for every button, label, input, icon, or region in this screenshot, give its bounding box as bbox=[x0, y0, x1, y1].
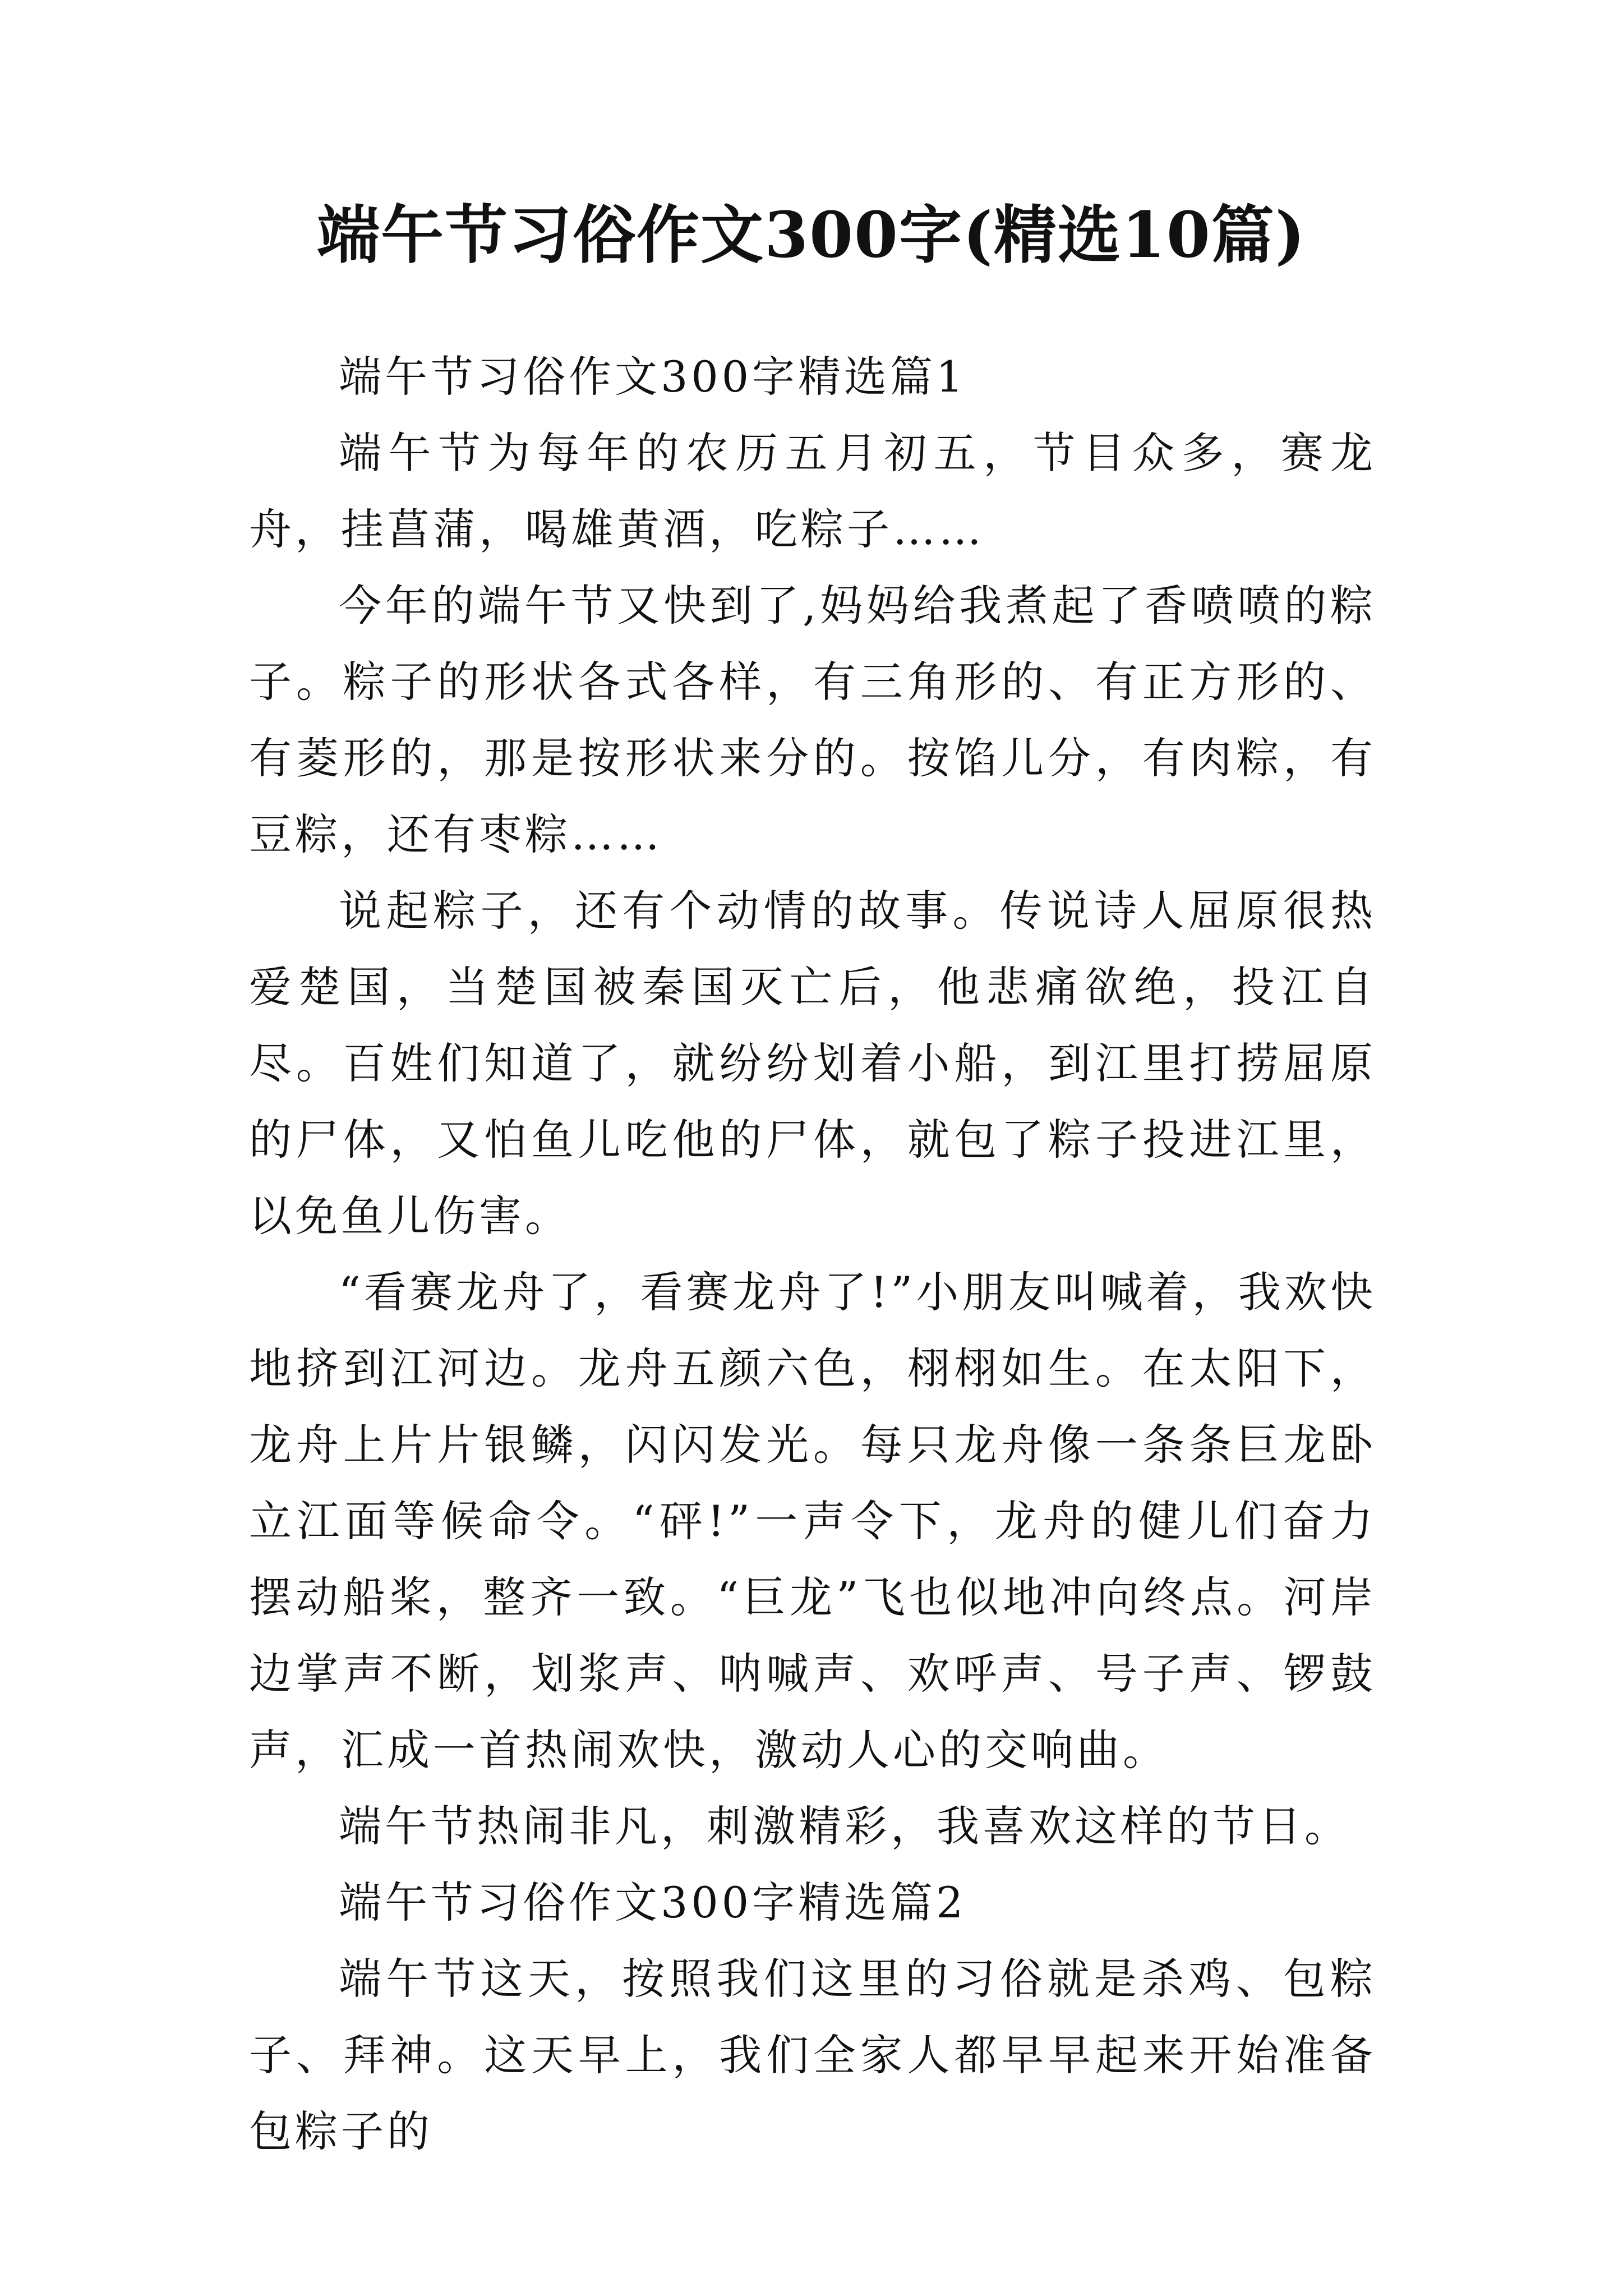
body-paragraph: 端午节热闹非凡，刺激精彩，我喜欢这样的节日。 bbox=[339, 1801, 1350, 1851]
section-heading-1: 端午节习俗作文300字精选篇1 bbox=[339, 352, 967, 402]
body-paragraph: 今年的端午节又快到了,妈妈给我煮起了香喷喷的粽子。粽子的形状各式各样，有三角形的、有正方形的、有菱形的，那是按形状来分的。按馅儿分，有肉粽，有豆粽，还有枣粽…… bbox=[249, 581, 1376, 859]
body-paragraph: “看赛龙舟了，看赛龙舟了!”小朋友叫喊着，我欢快地挤到江河边。龙舟五颜六色，栩栩如生。在太阳下，龙舟上片片银鳞，闪闪发光。每只龙舟像一条条巨龙卧立江面等候命令。“砰!”一声令下，龙舟的健儿们奋力摆动船桨，整齐一致。“巨龙”飞也似地冲向终点。河岸边掌声不断，划浆声、呐喊声、欢呼声、号子声、锣鼓声，汇成一首热闹欢快，激动人心的交响曲。 bbox=[249, 1267, 1376, 1775]
body-paragraph: 端午节这天，按照我们这里的习俗就是杀鸡、包粽子、拜神。这天早上，我们全家人都早早起来开始准备包粽子的 bbox=[249, 1954, 1376, 2156]
document-title: 端午节习俗作文300字(精选10篇) bbox=[317, 199, 1306, 272]
section-heading-2: 端午节习俗作文300字精选篇2 bbox=[339, 1878, 967, 1927]
body-paragraph: 说起粽子，还有个动情的故事。传说诗人屈原很热爱楚国，当楚国被秦国灭亡后，他悲痛欲绝，投江自尽。百姓们知道了，就纷纷划着小船，到江里打捞屈原的尸体，又怕鱼儿吃他的尸体，就包了粽子投进江里，以免鱼儿伤害。 bbox=[249, 886, 1376, 1241]
body-paragraph: 端午节为每年的农历五月初五，节目众多，赛龙舟，挂菖蒲，喝雄黄酒，吃粽子…… bbox=[249, 428, 1376, 554]
document-body bbox=[249, 339, 1376, 2170]
